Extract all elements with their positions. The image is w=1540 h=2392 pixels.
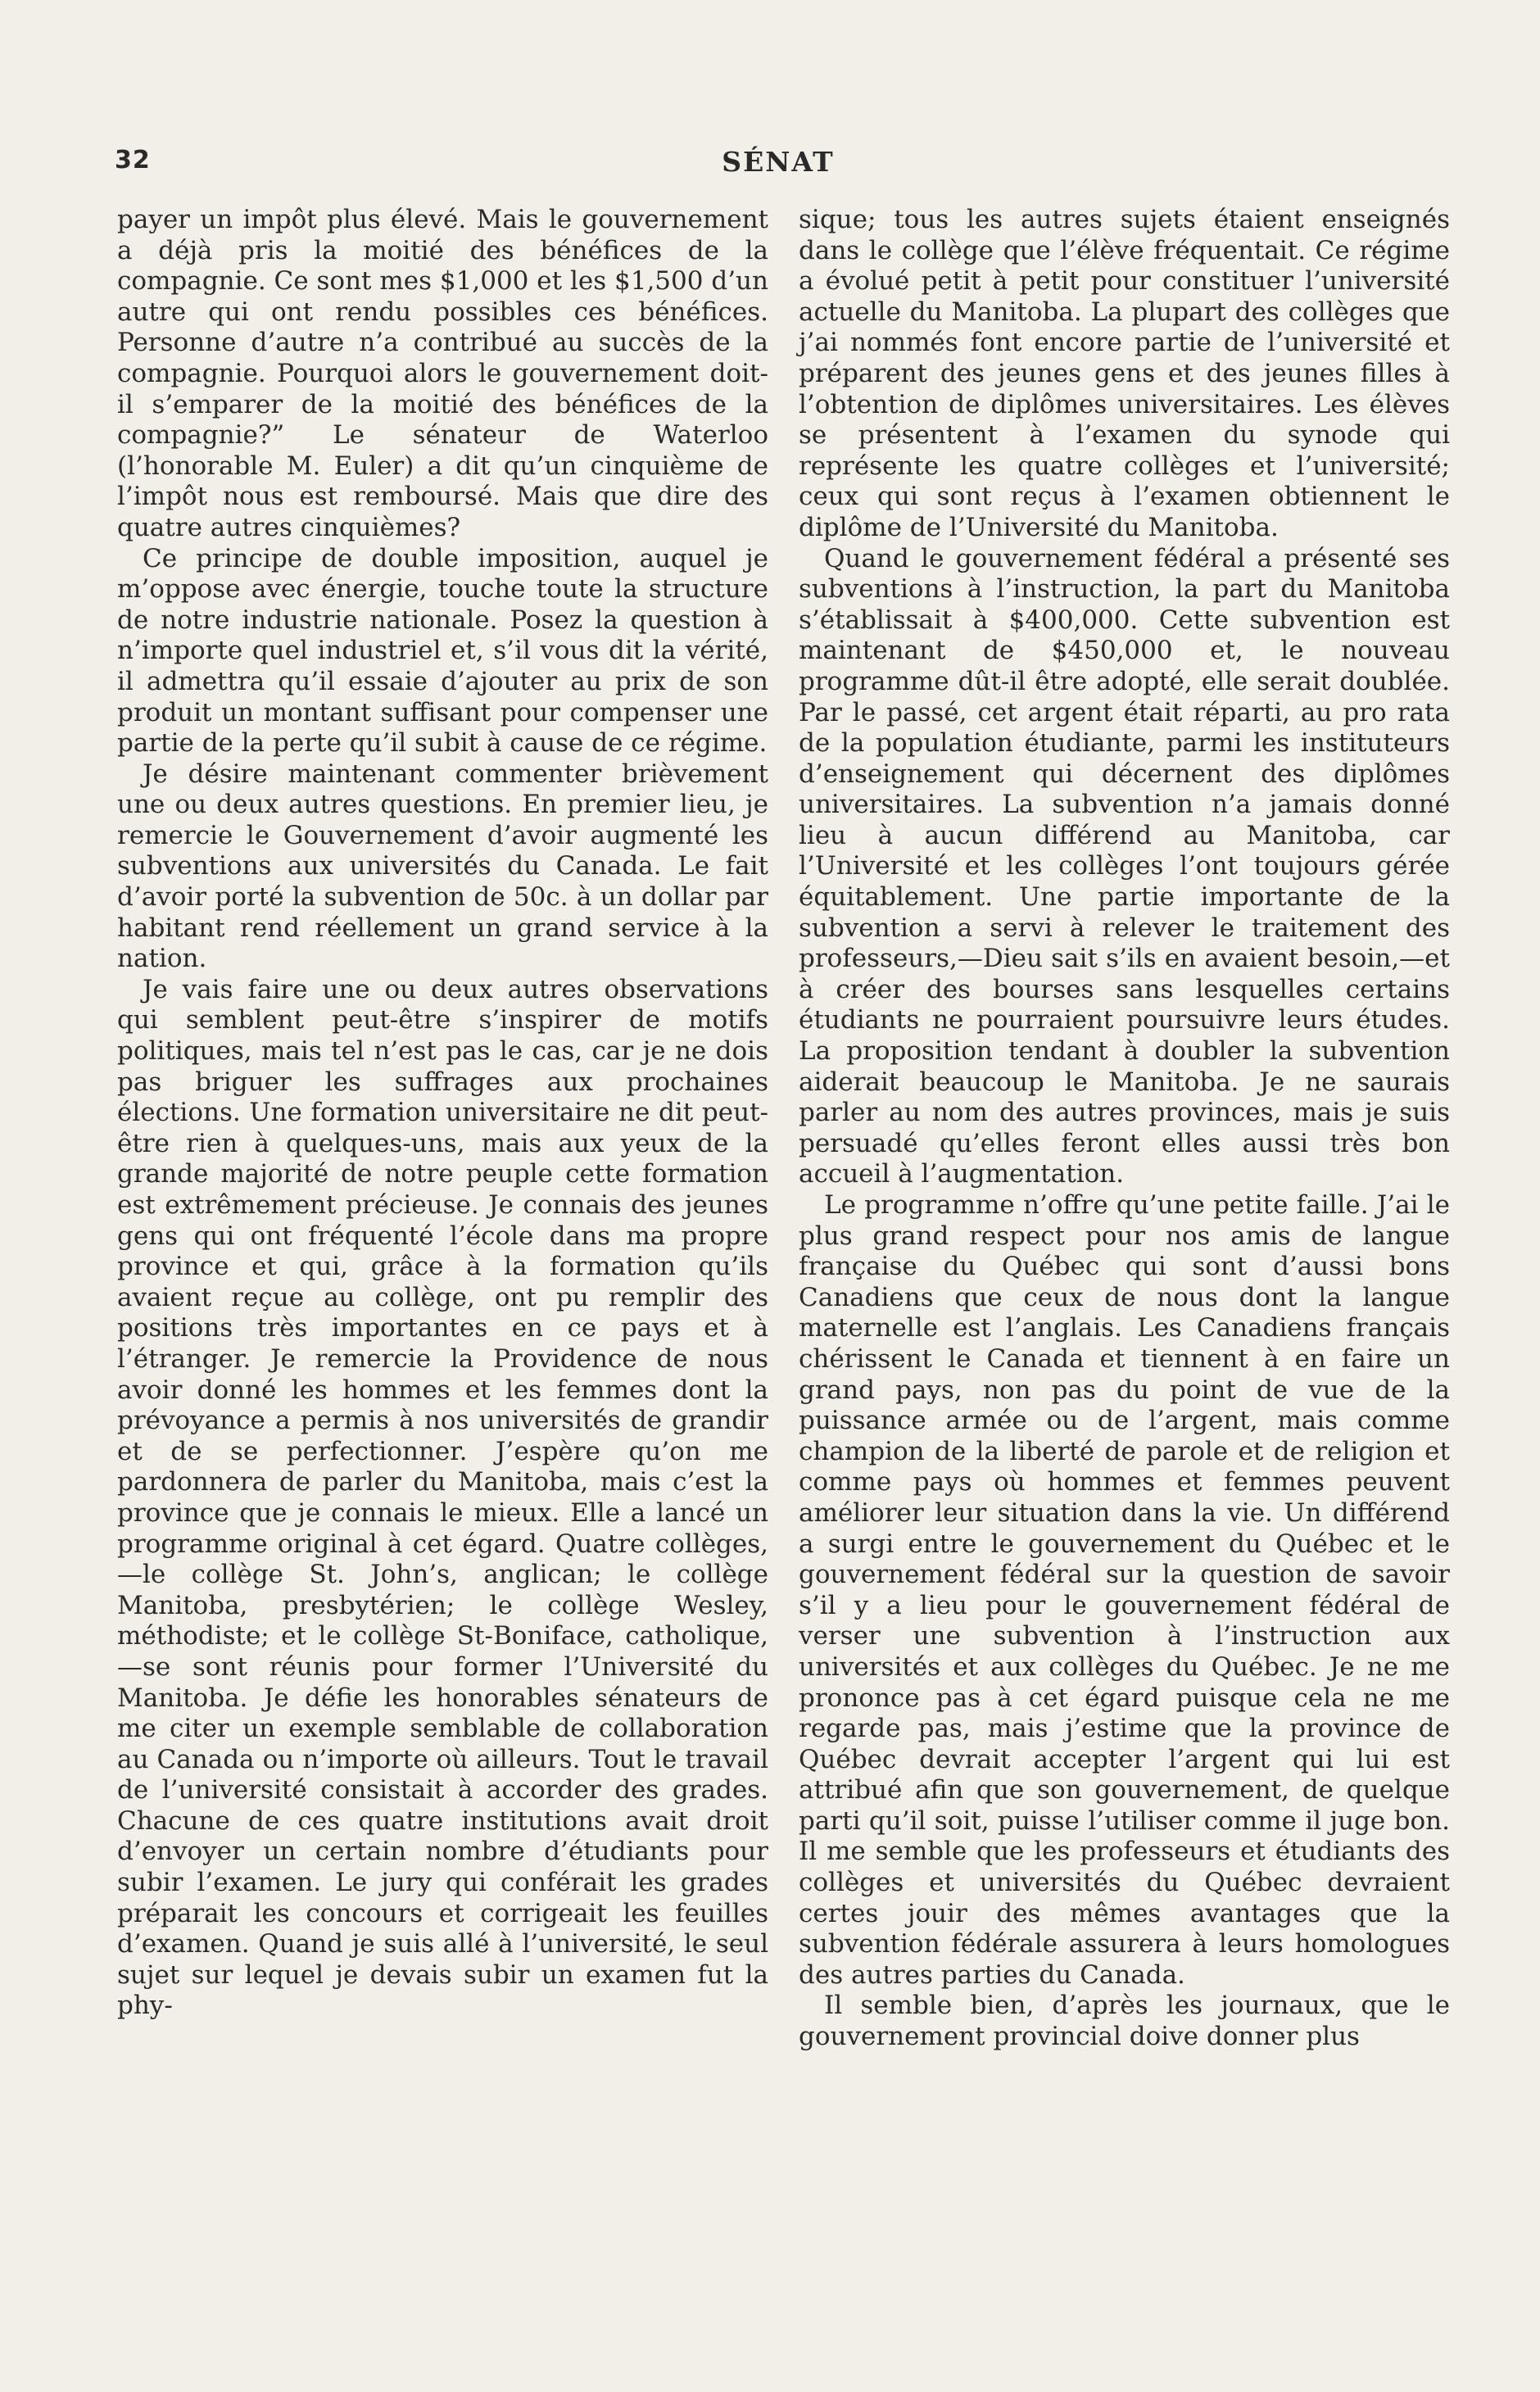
paragraph: sique; tous les autres sujets étaient enseignés dans le collège que l’élève fréquentait. Ce régime a évolué petit à petit pour constituer l’université actuelle du Manitoba. La plupart des collèges que j’ai nommés font encore partie de l’université et préparent des jeunes gens et des jeunes filles à l’obtention de diplômes universitaires. Les élèves se présentent à l’examen du synode qui représente les quatre collèges et l’université; ceux qui sont reçus à l’examen obtiennent le diplôme de l’Université du Manitoba. (799, 205, 1450, 542)
right-column (799, 205, 1450, 2053)
paragraph: Je désire maintenant commenter brièvement une ou deux autres questions. En premier lieu, je remercie le Gouvernement d’avoir augmenté les subventions aux universités du Canada. Le fait d’avoir porté la subvention de 50c. à un dollar par habitant rend réellement un grand service à la nation. (117, 759, 768, 974)
running-head: SÉNAT (722, 146, 835, 178)
paragraph: payer un impôt plus élevé. Mais le gouvernement a déjà pris la moitié des bénéfices de la compagnie. Ce sont mes $1,000 et les $1,500 d’un autre qui ont rendu possibles ces bénéfices. Personne d’autre n’a contribué au succès de la compagnie. Pourquoi alors le gouvernement doit-il s’emparer de la moitié des bénéfices de la compagnie?” Le sénateur de Waterloo (l’honorable M. Euler) a dit qu’un cinquième de l’impôt nous est remboursé. Mais que dire des quatre autres cinquièmes? (117, 205, 768, 542)
paragraph: Quand le gouvernement fédéral a présenté ses subventions à l’instruction, la part du Manitoba s’établissait à $400,000. Cette subvention est maintenant de $450,000 et, le nouveau programme dût-il être adopté, elle serait doublée. Par le passé, cet argent était réparti, au pro rata de la population étudiante, parmi les instituteurs d’enseignement qui décernent des diplômes universitaires. La subvention n’a jamais donné lieu à aucun différend au Manitoba, car l’Université et les collèges l’ont toujours gérée équitablement. Une partie importante de la subvention a servi à relever le traitement des professeurs,—Dieu sait s’ils en avaient besoin,—et à créer des bourses sans lesquelles certains étudiants ne pourraient poursuivre leurs études. La proposition tendant à doubler la subvention aiderait beaucoup le Manitoba. Je ne saurais parler au nom des autres provinces, mais je suis persuadé qu’elles feront elles aussi très bon accueil à l’augmentation. (799, 543, 1450, 1189)
left-column (117, 205, 768, 2022)
paragraph: Le programme n’offre qu’une petite faille. J’ai le plus grand respect pour nos amis de langue française du Québec qui sont d’aussi bons Canadiens que ceux de nous dont la langue maternelle est l’anglais. Les Canadiens français chérissent le Canada et tiennent à en faire un grand pays, non pas du point de vue de la puissance armée ou de l’argent, mais comme champion de la liberté de parole et de religion et comme pays où hommes et femmes peuvent améliorer leur situation dans la vie. Un différend a surgi entre le gouvernement du Québec et le gouvernement fédéral sur la question de savoir s’il y a lieu pour le gouvernement fédéral de verser une subvention à l’instruction aux universités et aux collèges du Québec. Je ne me prononce pas à cet égard puisque cela ne me regarde pas, mais j’estime que la province de Québec devrait accepter l’argent qui lui est attribué afin que son gouvernement, de quelque parti qu’il soit, puisse l’utiliser comme il juge bon. Il me semble que les professeurs et étudiants des collèges et universités du Québec devraient certes jouir des mêmes avantages que la subvention fédérale assurera à leurs homologues des autres parties du Canada. (799, 1190, 1450, 1990)
paragraph: Il semble bien, d’après les journaux, que le gouvernement provincial doive donner plus (799, 1991, 1450, 2052)
page-number: 32 (115, 146, 151, 174)
paragraph: Je vais faire une ou deux autres observations qui semblent peut-être s’inspirer de motifs politiques, mais tel n’est pas le cas, car je ne dois pas briguer les suffrages aux prochaines élections. Une formation universitaire ne dit peut-être rien à quelques-uns, mais aux yeux de la grande majorité de notre peuple cette formation est extrêmement précieuse. Je connais des jeunes gens qui ont fréquenté l’école dans ma propre province et qui, grâce à la formation qu’ils avaient reçue au collège, ont pu remplir des positions très importantes en ce pays et à l’étranger. Je remercie la Providence de nous avoir donné les hommes et les femmes dont la prévoyance a permis à nos universités de grandir et de se perfectionner. J’espère qu’on me pardonnera de parler du Manitoba, mais c’est la province que je connais le mieux. Elle a lancé un programme original à cet égard. Quatre collèges,—le collège St. John’s, anglican; le collège Manitoba, presbytérien; le collège Wesley, méthodiste; et le collège St-Boniface, catholique,—se sont réunis pour former l’Université du Manitoba. Je défie les honorables sénateurs de me citer un exemple semblable de collaboration au Canada ou n’importe où ailleurs. Tout le travail de l’université consistait à accorder des grades. Chacune de ces quatre institutions avait droit d’envoyer un certain nombre d’étudiants pour subir l’examen. Le jury qui conférait les grades préparait les concours et corrigeait les feuilles d’examen. Quand je suis allé à l’université, le seul sujet sur lequel je devais subir un examen fut la phy- (117, 974, 768, 2021)
page-header (115, 146, 1442, 187)
paragraph: Ce principe de double imposition, auquel je m’oppose avec énergie, touche toute la structure de notre industrie nationale. Posez la question à n’importe quel industriel et, s’il vous dit la vérité, il admettra qu’il essaie d’ajouter au prix de son produit un montant suffisant pour compenser une partie de la perte qu’il subit à cause de ce régime. (117, 543, 768, 759)
